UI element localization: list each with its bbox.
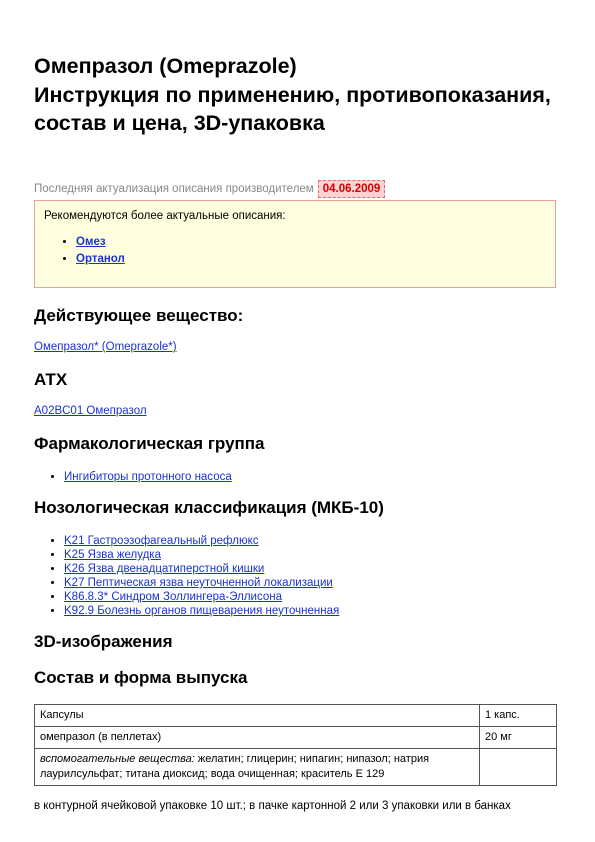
excipients-label: вспомогательные вещества:: [40, 753, 195, 765]
pharm-group-list: [34, 470, 232, 484]
nosology-heading: Нозологическая классификация (МКБ-10): [34, 498, 384, 517]
pharm-group-heading: Фармакологическая группа: [34, 434, 265, 453]
nosology-link-k25[interactable]: K25 Язва желудка: [64, 549, 161, 561]
list-item: [64, 548, 339, 562]
recommended-text: Рекомендуются более актуальные описания:: [44, 210, 286, 222]
recommended-list: [44, 236, 546, 265]
list-item: [64, 576, 339, 590]
recommended-descriptions-box: [34, 200, 556, 288]
table-row: [35, 705, 557, 727]
nosology-link-k26[interactable]: K26 Язва двенадцатиперстной кишки: [64, 563, 265, 575]
list-item: [64, 562, 339, 576]
page-title: [34, 52, 559, 138]
link-omez[interactable]: Омез: [76, 236, 106, 248]
atc-link[interactable]: A02BC01 Омепразол: [34, 405, 147, 417]
title-drug-name: Омепразол (Omeprazole): [34, 54, 297, 78]
active-substance-link[interactable]: Омепразол* (Omeprazole*): [34, 341, 177, 353]
nosology-link-k86[interactable]: K86.8.3* Синдром Золлингера-Эллисона: [64, 591, 282, 603]
images-3d-heading: 3D-изображения: [34, 632, 173, 651]
nosology-link-k27[interactable]: K27 Пептическая язва неуточненной локализации: [64, 577, 333, 589]
list-item: [76, 236, 546, 248]
composition-value-cell: [480, 749, 557, 786]
active-substance-para: [34, 341, 177, 353]
last-update-line: [34, 178, 385, 200]
list-item: [64, 534, 339, 548]
atc-para: [34, 405, 147, 417]
last-update-label: Последняя актуализация описания производителем: [34, 183, 314, 195]
excipients-text: желатин; глицерин; нипагин; нипазол; натрия лаурилсульфат; титана диоксид; вода очищенная; краситель Е 129: [40, 753, 430, 780]
title-subtitle: Инструкция по применению, противопоказания, состав и цена, 3D-упаковка: [34, 82, 551, 135]
table-row: [35, 727, 557, 749]
excipients-cell: [35, 749, 480, 786]
link-ortanol[interactable]: Ортанол: [76, 253, 125, 265]
last-update-date-badge: 04.06.2009: [318, 180, 386, 198]
atc-heading: АТХ: [34, 370, 68, 389]
composition-name-cell: Капсулы: [35, 705, 480, 727]
active-substance-heading: Действующее вещество:: [34, 306, 244, 325]
packaging-text: в контурной ячейковой упаковке 10 шт.; в пачке картонной 2 или 3 упаковки или в банках: [34, 800, 511, 812]
nosology-link-k92[interactable]: K92.9 Болезнь органов пищеварения неуточненная: [64, 605, 340, 617]
list-item: [64, 590, 339, 604]
pharm-group-link[interactable]: Ингибиторы протонного насоса: [64, 471, 232, 483]
list-item: [76, 253, 546, 265]
composition-heading: Состав и форма выпуска: [34, 668, 248, 687]
list-item: [64, 470, 232, 484]
composition-value-cell: 1 капс.: [480, 705, 557, 727]
nosology-list: [34, 534, 339, 618]
composition-value-cell: 20 мг: [480, 727, 557, 749]
table-row: [35, 749, 557, 786]
list-item: [64, 604, 339, 618]
nosology-link-k21[interactable]: K21 Гастроэзофагеальный рефлюкс: [64, 535, 259, 547]
composition-table: [34, 704, 557, 786]
composition-name-cell: омепразол (в пеллетах): [35, 727, 480, 749]
